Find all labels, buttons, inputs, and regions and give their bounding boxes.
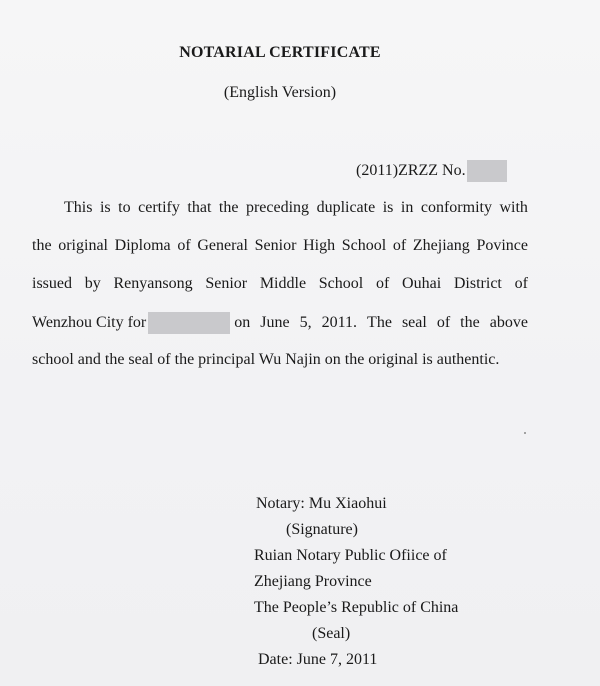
body-line-1 (32, 198, 528, 218)
body-word: to (118, 199, 131, 216)
body-word: certify (138, 199, 180, 216)
body-word: School (341, 237, 387, 254)
body-word: Senior (205, 275, 248, 292)
body-word: of (436, 314, 451, 331)
body-line-4 (32, 312, 528, 334)
document-title: NOTARIAL CERTIFICATE (179, 44, 381, 61)
body-word: in (400, 199, 414, 216)
body-word: This (64, 199, 93, 216)
certificate-number-prefix: (2011)ZRZZ No. (356, 162, 466, 179)
document-subtitle: (English Version) (223, 84, 337, 101)
body-word: Renyansong (113, 275, 193, 292)
body-word: Diploma (114, 237, 171, 254)
office-line-1: Ruian Notary Public Ofiice of (254, 547, 447, 564)
body-word: Senior (254, 237, 297, 254)
body-word: of (177, 237, 191, 254)
body-word: by (84, 275, 101, 292)
body-word: conformity (420, 199, 492, 216)
country-line: The People’s Republic of China (254, 599, 459, 616)
body-word: 2011. (321, 314, 358, 331)
body-word: on (234, 314, 251, 331)
body-word: the (218, 199, 239, 216)
body-line-2 (32, 236, 528, 256)
body-word: with (499, 199, 528, 216)
certificate-number (356, 160, 507, 182)
body-word: of (392, 237, 407, 254)
body-line-4-rest (234, 313, 528, 333)
body-word: the (460, 314, 480, 331)
notary-name: Notary: Mu Xiaohui (256, 495, 387, 512)
redacted-name-box (148, 312, 230, 334)
issue-date: Date: June 7, 2011 (258, 651, 378, 668)
body-word: Middle (259, 275, 307, 292)
body-word: The (367, 314, 392, 331)
body-word: preceding (245, 199, 310, 216)
body-word: original (58, 237, 108, 254)
redacted-number-box (467, 160, 507, 182)
body-word: duplicate (316, 199, 376, 216)
body-line-5: school and the seal of the principal Wu Najin on the original is authentic. (32, 351, 500, 368)
body-word: High (303, 237, 336, 254)
body-word: General (197, 237, 248, 254)
body-word: of (514, 275, 528, 292)
body-line-4-prefix: Wenzhou City for (32, 314, 147, 331)
body-word: District (453, 275, 502, 292)
body-word: of (375, 275, 390, 292)
body-word: is (382, 199, 394, 216)
body-word: Povince (476, 237, 528, 254)
body-word: Ouhai (402, 275, 442, 292)
body-word: 5, (299, 314, 312, 331)
body-word: seal (401, 314, 427, 331)
body-word: Zhejiang (412, 237, 470, 254)
body-word: that (187, 199, 212, 216)
body-line-3 (32, 274, 528, 294)
body-word: issued (32, 275, 72, 292)
body-word: the (32, 237, 52, 254)
office-line-2: Zhejiang Province (254, 573, 372, 590)
body-word: is (99, 199, 111, 216)
body-word: School (318, 275, 364, 292)
body-word: June (260, 314, 290, 331)
signature-label: (Signature) (286, 521, 358, 538)
seal-label: (Seal) (312, 625, 351, 642)
paper-speck (524, 432, 526, 434)
body-word: above (489, 314, 528, 331)
